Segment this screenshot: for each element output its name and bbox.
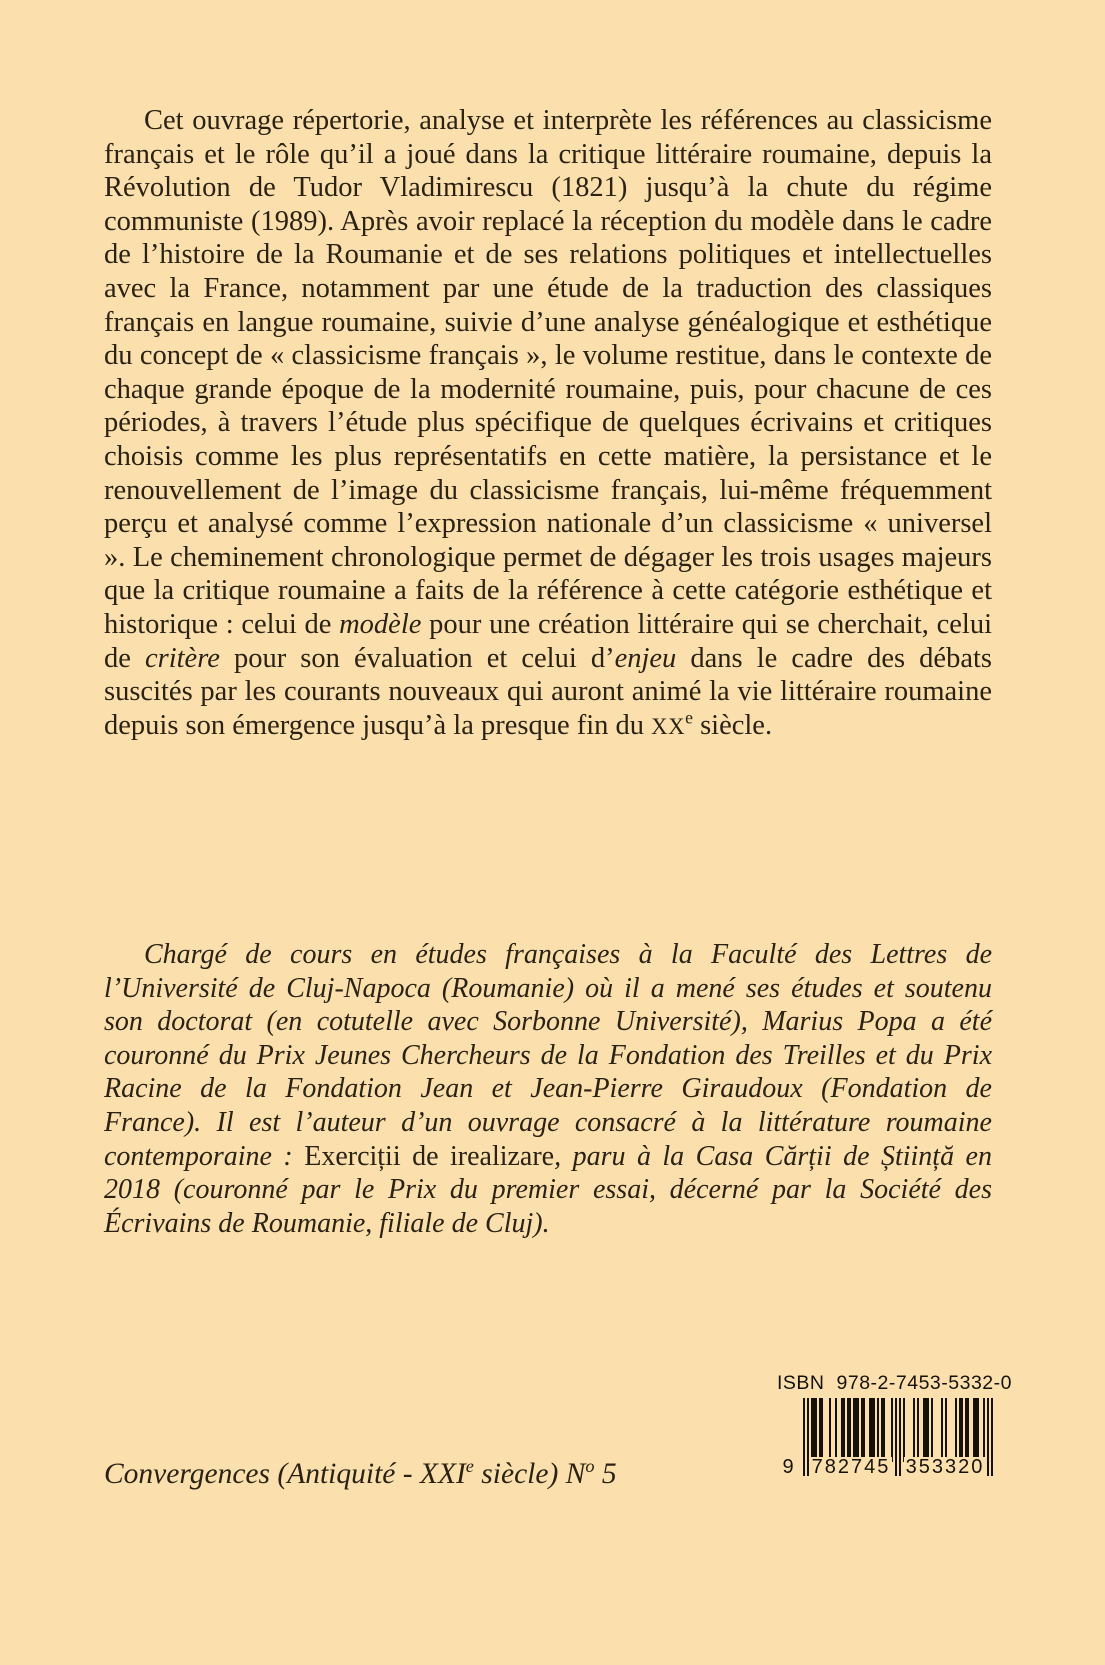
barcode-bar bbox=[913, 1398, 915, 1462]
barcode-bar bbox=[803, 1398, 805, 1476]
barcode-bar bbox=[849, 1398, 851, 1462]
barcode-bar bbox=[983, 1398, 985, 1462]
barcode-bar bbox=[917, 1398, 919, 1462]
barcode-bar bbox=[903, 1398, 905, 1462]
synopsis-text-2: pour une création littéraire qui se cherchait, celui de bbox=[104, 608, 992, 674]
barcode-bar bbox=[873, 1398, 875, 1462]
collection-sup-e: e bbox=[465, 1456, 474, 1477]
barcode-bar bbox=[807, 1398, 809, 1476]
collection-sup-o: o bbox=[585, 1456, 595, 1477]
barcode-bar bbox=[835, 1398, 837, 1462]
synopsis-text-5: siècle. bbox=[692, 709, 773, 741]
barcode-bar bbox=[877, 1398, 879, 1462]
barcode-bar bbox=[955, 1398, 957, 1462]
barcode-bar bbox=[927, 1398, 929, 1462]
synopsis-text-3: pour son évaluation et celui d’ bbox=[219, 642, 615, 674]
collection-text-2: siècle) N bbox=[473, 1458, 586, 1490]
book-title-roman: Exerciții de irealizare bbox=[304, 1140, 555, 1172]
barcode-bar bbox=[941, 1398, 943, 1462]
isbn-block bbox=[777, 1372, 1012, 1478]
collection-text-3: 5 bbox=[594, 1458, 617, 1490]
isbn-label: ISBN bbox=[777, 1372, 825, 1394]
barcode-bar bbox=[931, 1398, 933, 1462]
barcode-bar bbox=[829, 1398, 831, 1462]
barcode-bar bbox=[857, 1398, 859, 1462]
bio-text-2: , paru à la Casa Cărții de Știință en 2018 (couronné par le Prix du premier essai, décerné par la Société des Écrivains de Roumanie, filiale de Cluj). bbox=[104, 1140, 992, 1239]
barcode-bar bbox=[991, 1398, 993, 1476]
isbn-line bbox=[777, 1372, 1012, 1395]
author-bio-paragraph bbox=[104, 938, 992, 1240]
barcode-bar bbox=[945, 1398, 947, 1462]
synopsis-paragraph bbox=[104, 104, 992, 743]
collection-text-1: Convergences (Antiquité - XXI bbox=[104, 1458, 466, 1490]
barcode-bar bbox=[891, 1398, 893, 1462]
isbn-number: 978-2-7453-5332-0 bbox=[836, 1372, 1012, 1394]
term-critere: critère bbox=[144, 642, 220, 674]
century-roman-numeral: XX bbox=[651, 713, 686, 739]
barcode-bar bbox=[961, 1398, 963, 1462]
barcode-bar bbox=[821, 1398, 823, 1462]
barcode-digits-right: 353320 bbox=[905, 1456, 985, 1478]
barcode-bar bbox=[895, 1398, 897, 1476]
century-ordinal-sup: e bbox=[685, 707, 693, 728]
term-modele: modèle bbox=[339, 608, 422, 640]
collection-series-line bbox=[104, 1458, 617, 1491]
barcode-bar bbox=[883, 1398, 885, 1462]
ean13-barcode bbox=[782, 1398, 993, 1478]
term-enjeu: enjeu bbox=[614, 642, 677, 674]
barcode-bar bbox=[987, 1398, 989, 1476]
barcode-bar bbox=[899, 1398, 901, 1476]
synopsis-text-4: dans le cadre des débats suscités par les courants nouveaux qui auront animé la vie littéraire roumaine depuis son émergence jusqu’à la presque fin du bbox=[104, 642, 992, 741]
barcode-bar bbox=[977, 1398, 979, 1462]
barcode-bar bbox=[843, 1398, 845, 1462]
barcode-bar bbox=[863, 1398, 865, 1462]
bio-text-1: Chargé de cours en études françaises à la Faculté des Lettres de l’Université de Cluj-Napoca (Roumanie) où il a mené ses études et soutenu son doctorat (en cotutelle avec Sorbonne Université), Marius Popa a été couronné du Prix Jeunes Chercheurs de la Fondation des Treilles et du Prix Racine de la Fondation Jean et Jean-Pierre Giraudoux (Fondation de France). Il est l’auteur d’un ouvrage consacré à la littérature roumaine contemporaine : bbox=[104, 939, 992, 1172]
synopsis-text-1: Cet ouvrage répertorie, analyse et interprète les références au classicisme français et le rôle qu’il a joué dans la critique littéraire roumaine, depuis la Révolution de Tudor Vladimirescu (1821) jusqu’à la chute du régime communiste (1989). Après avoir replacé la réception du modèle dans le cadre de l’histoire de la Roumanie et de ses relations politiques et intellectuelles avec la France, notamment par une étude de la traduction des classiques français en langue roumaine, suivie d’une analyse généalogique et esthétique du concept de « classicisme français », le volume restitue, dans le contexte de chaque grande époque de la modernité roumaine, puis, pour chacune de ces périodes, à travers l’étude plus spécifique de quelques écrivains et critiques choisis comme les plus représentatifs en cette matière, la persistance et le renouvellement de l’image du classicisme français, lui-même fréquemment perçu et analysé comme l’expression nationale d’un classicisme « universel ». Le cheminement chronologique permet de dégager les trois usages majeurs que la critique roumaine a faits de la référence à cette catégorie esthétique et historique : celui de bbox=[104, 105, 992, 640]
barcode-bar bbox=[815, 1398, 817, 1462]
barcode-digits-left: 782745 bbox=[811, 1456, 891, 1478]
barcode-digit-lead: 9 bbox=[782, 1456, 794, 1478]
barcode-bar bbox=[967, 1398, 969, 1462]
